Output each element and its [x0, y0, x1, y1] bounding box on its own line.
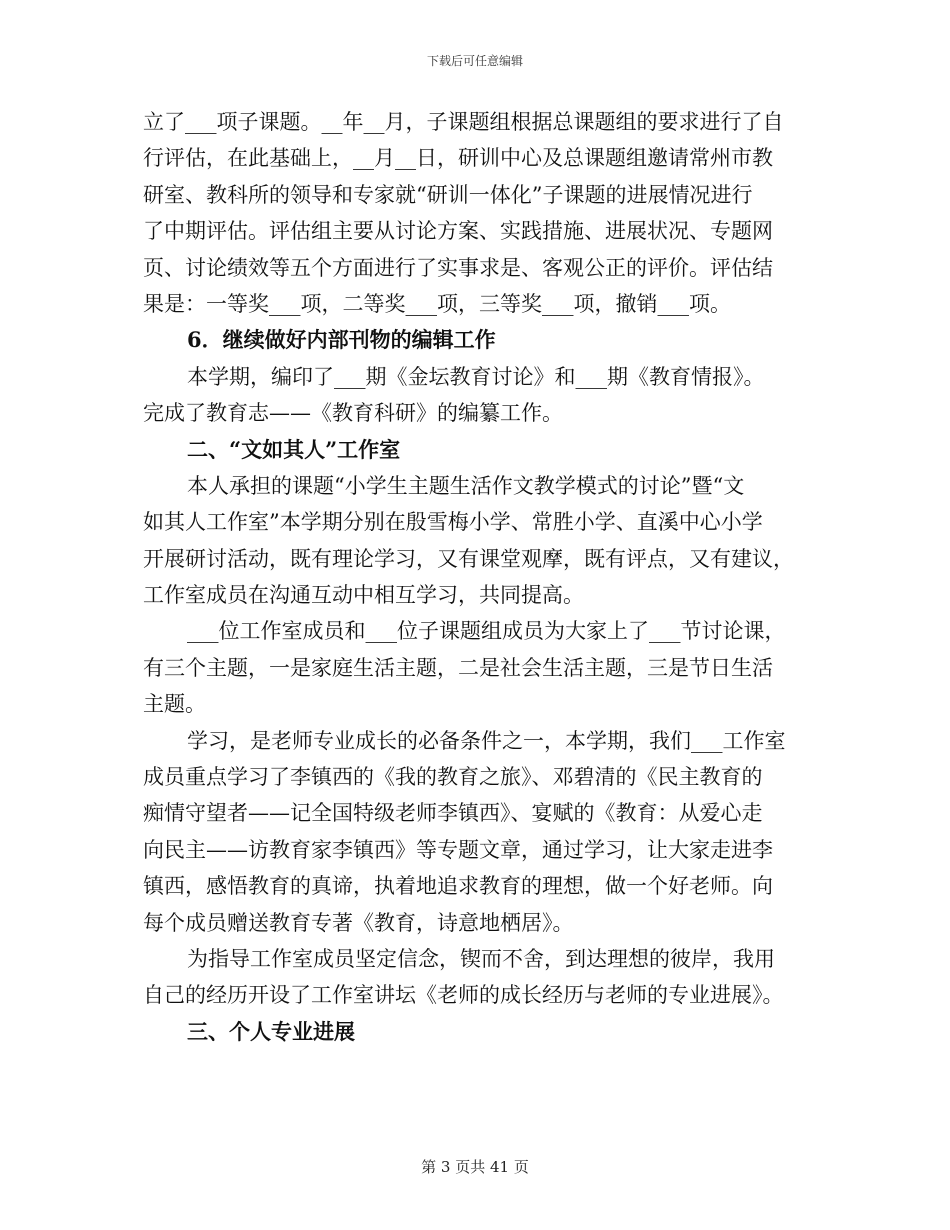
- body-text-line: 向民主——访教育家李镇西》等专题文章，通过学习，让大家走进李: [143, 837, 773, 862]
- body-text-line: 主题。: [143, 692, 206, 717]
- body-text-line: 立了___项子课题。__年__月，子课题组根据总课题组的要求进行了自: [143, 110, 784, 134]
- body-text-line: 有三个主题，一是家庭生活主题，二是社会生活主题，三是节日生活: [143, 655, 773, 680]
- section-heading: 6．继续做好内部刊物的编辑工作: [187, 327, 496, 353]
- body-text-line: 为指导工作室成员坚定信念，锲而不舍，到达理想的彼岸，我用: [187, 946, 775, 971]
- body-text-line: 本学期，编印了___期《金坛教育讨论》和___期《教育情报》。: [187, 364, 765, 389]
- body-text-line: 每个成员赠送教育专著《教育，诗意地栖居》。: [143, 910, 574, 935]
- body-text-line: 镇西，感悟教育的真谛，执着地追求教育的理想，做一个好老师。向: [143, 874, 773, 899]
- body-text-line: 学习，是老师专业成长的必备条件之一，本学期，我们___工作室: [187, 728, 786, 753]
- body-text-line: 如其人工作室”本学期分别在殷雪梅小学、常胜小学、直溪中心小学: [143, 510, 763, 535]
- body-text-line: 研室、教科所的领导和专家就“研训一体化”子课题的进展情况进行: [143, 182, 753, 207]
- body-text-line: 痴情守望者——记全国特级老师李镇西》、宴赋的《教育：从爱心走: [143, 801, 763, 826]
- body-text-line: ___位工作室成员和___位子课题组成员为大家上了___节讨论课，: [187, 619, 786, 644]
- body-text-line: 开展研讨活动，既有理论学习，又有课堂观摩，既有评点，又有建议，: [143, 546, 794, 571]
- body-text-line: 工作室成员在沟通互动中相互学习，共同提高。: [143, 583, 584, 608]
- section-heading: 三、个人专业进展: [187, 1018, 355, 1044]
- page-header: 下载后可任意编辑: [426, 54, 523, 68]
- document-body: [143, 104, 808, 1050]
- page-footer: 第 3 页共 41 页: [421, 1158, 529, 1176]
- body-text-line: 本人承担的课题“小学生主题生活作文教学模式的讨论”暨“文: [187, 473, 745, 498]
- body-text-line: 成员重点学习了李镇西的《我的教育之旅》、邓碧清的《民主教育的: [143, 765, 763, 790]
- body-text-line: 自己的经历开设了工作室讲坛《老师的成长经历与老师的专业进展》。: [143, 983, 784, 1008]
- body-text-line: 页、讨论绩效等五个方面进行了实事求是、客观公正的评价。评估结: [143, 255, 773, 280]
- body-text-line: 果是：一等奖___项，二等奖___项，三等奖___项，撤销___项。: [143, 291, 731, 316]
- body-text-line: 完成了教育志——《教育科研》的编纂工作。: [143, 401, 563, 426]
- body-text-line: 了中期评估。评估组主要从讨论方案、实践措施、进展状况、专题网: [143, 219, 773, 244]
- section-heading: 二、“文如其人”工作室: [187, 436, 401, 462]
- body-text-line: 行评估，在此基础上，__月__日，研训中心及总课题组邀请常州市教: [143, 146, 773, 171]
